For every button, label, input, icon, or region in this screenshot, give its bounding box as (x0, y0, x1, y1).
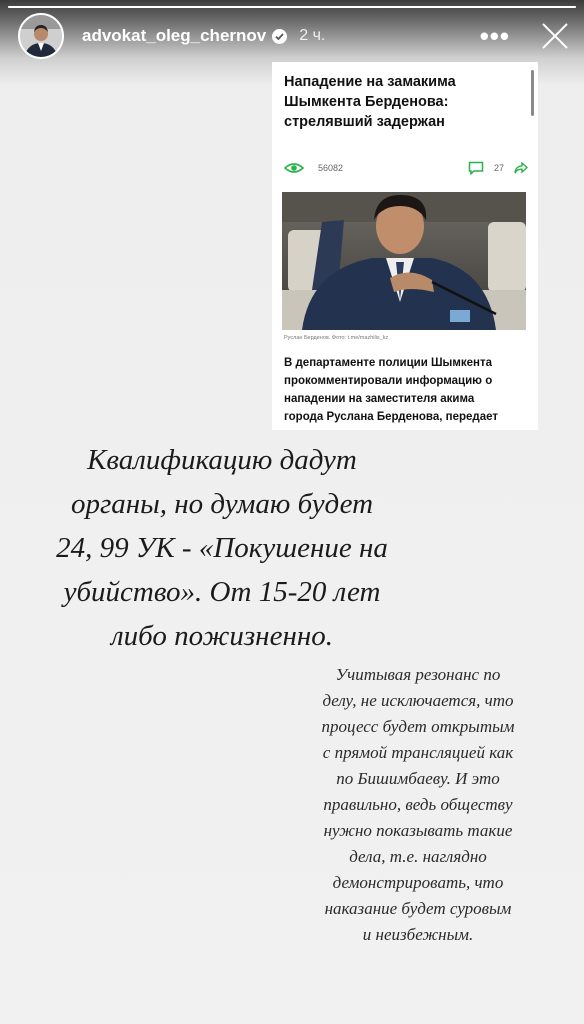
quote-line: убийство». От 15-20 лет (63, 576, 381, 608)
story-timestamp: 2 ч. (299, 27, 326, 44)
article-lead (284, 354, 528, 426)
quote-line: органы, но думаю будет (70, 488, 374, 520)
quote-line: Квалификацию дадут (87, 444, 357, 476)
comment-icon (468, 161, 484, 175)
comment-line: дела, т.е. наглядно (349, 847, 487, 866)
eye-icon (284, 161, 304, 175)
article-title-line: стрелявший задержан (284, 114, 445, 130)
quote-line: 24, 99 УК - «Покушение на (56, 532, 388, 564)
article-lead-line: В департаменте полиции Шымкента (284, 357, 492, 369)
article-photo (282, 192, 526, 330)
article-title (284, 72, 514, 132)
avatar[interactable] (18, 13, 64, 59)
comment-line: правильно, ведь обществу (323, 795, 513, 814)
story-progress-fill (8, 6, 576, 8)
news-article-screenshot (272, 62, 538, 430)
comment-line: демонстрировать, что (332, 873, 504, 892)
article-title-line: Шымкента Берденова: (284, 94, 449, 110)
comment-line: нужно показывать такие (323, 821, 513, 840)
article-title-line: Нападение на замакима (284, 74, 456, 90)
comment-line: по Бишимбаеву. И это (336, 769, 500, 788)
comment-line: с прямой трансляцией как (322, 743, 514, 762)
story-header (18, 14, 572, 58)
photo-caption: Руслан Берденов. Фото: t.me/mazhilis_kz (284, 335, 389, 341)
story-main-quote (22, 438, 422, 658)
comment-line: и неизбежным. (362, 925, 474, 944)
comment-line: наказание будет суровым (324, 899, 512, 918)
story-username[interactable]: advokat_oleg_chernov (82, 26, 267, 45)
comment-line: процесс будет открытым (321, 717, 515, 736)
more-options-icon[interactable]: ••• (479, 21, 510, 51)
article-lead-line: нападении на заместителя акима (284, 393, 475, 405)
quote-line: либо пожизненно. (111, 620, 333, 652)
article-lead-line: города Руслана Берденова, передает (284, 411, 498, 423)
comment-line: Учитывая резонанс по (335, 665, 501, 684)
close-icon[interactable] (538, 19, 572, 53)
article-scrollbar (531, 70, 534, 116)
story-progress-bar (8, 6, 576, 8)
comments-count: 27 (493, 163, 504, 173)
views-count: 56082 (318, 163, 344, 173)
story-comment-text (290, 662, 546, 948)
article-lead-line: прокомментировали информацию о (284, 375, 493, 387)
share-icon (514, 162, 528, 174)
comment-line: делу, не исключается, что (322, 691, 514, 710)
verified-badge-icon (272, 29, 287, 44)
article-stats (284, 156, 528, 180)
